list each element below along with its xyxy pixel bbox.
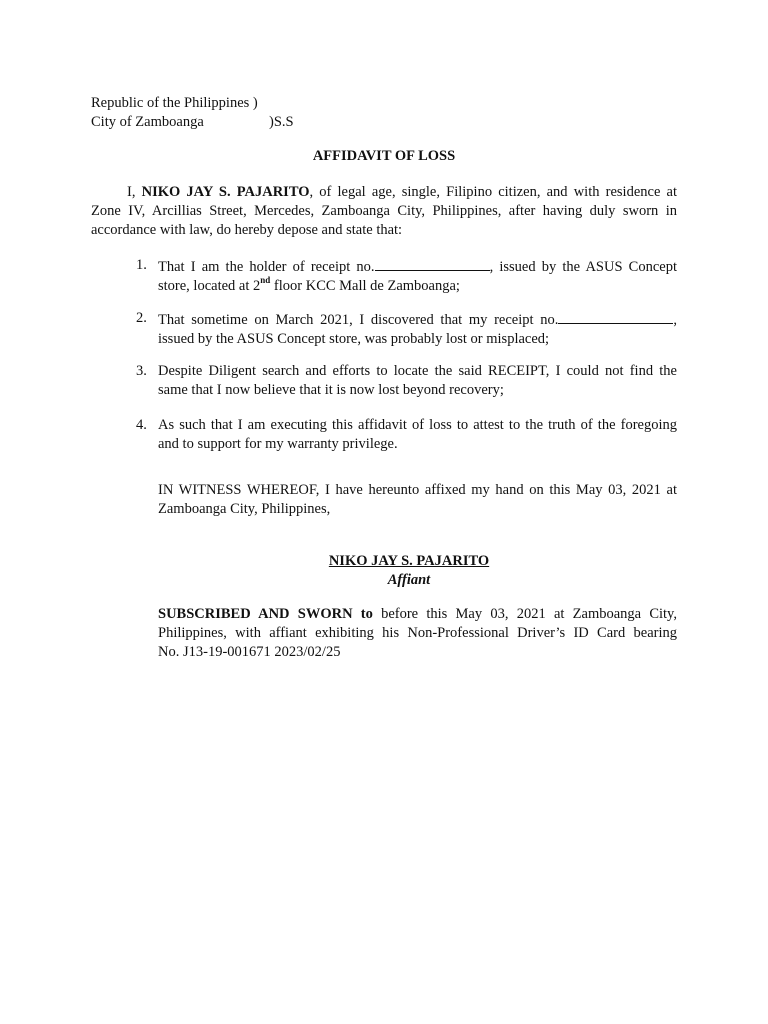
jurat-line-2: Philippines, with affiant exhibiting his Non-Professional Driver’s ID Card bearing xyxy=(158,625,677,641)
item-line: same that I now believe that it is now lost beyond recovery; xyxy=(158,382,504,398)
venue-city-row xyxy=(91,113,391,132)
intro-line-1 xyxy=(91,183,677,202)
jurat-paragraph xyxy=(158,605,677,662)
item-text xyxy=(158,309,677,349)
item-number: 2. xyxy=(136,310,147,326)
intro-rest: , of legal age, single, Filipino citizen, and with residence at xyxy=(309,184,677,200)
item-text-part: That sometime on March 2021, I discovered that my receipt no. xyxy=(158,312,559,328)
item-line: As such that I am executing this affidavit of loss to attest to the truth of the foregoing xyxy=(158,417,677,433)
item-line: and to support for my warranty privilege. xyxy=(158,436,398,452)
item-text-part: store, located at 2 xyxy=(158,278,261,294)
receipt-number-blank xyxy=(375,256,490,271)
intro-lead: I, xyxy=(127,184,142,200)
affiant-name-inline: NIKO JAY S. PAJARITO xyxy=(141,184,310,200)
item-line xyxy=(158,256,677,277)
intro-paragraph xyxy=(91,183,677,240)
item-line xyxy=(158,277,677,296)
witness-line-1: IN WITNESS WHEREOF, I have hereunto affixed my hand on this May 03, 2021 at xyxy=(158,482,677,498)
witness-line-2: Zamboanga City, Philippines, xyxy=(158,501,331,517)
affiant-signature-name: NIKO JAY S. PAJARITO xyxy=(328,553,490,569)
receipt-number-blank xyxy=(558,309,673,324)
jurat-line-3: No. J13-19-001671 2023/02/25 xyxy=(158,644,341,660)
document-title: AFFIDAVIT OF LOSS xyxy=(312,148,456,164)
jurat-bold: SUBSCRIBED AND SWORN to xyxy=(158,606,373,622)
item-text-part: That I am the holder of receipt no. xyxy=(158,259,375,275)
item-line: issued by the ASUS Concept store, was probably lost or misplaced; xyxy=(158,331,550,347)
venue-ss: )S.S xyxy=(269,114,294,130)
intro-line-3: accordance with law, do hereby depose and state that: xyxy=(91,222,403,238)
jurat-rest: before this May 03, 2021 at Zamboanga City, xyxy=(372,606,677,622)
item-text-part: , issued by the ASUS Concept xyxy=(489,259,677,275)
ordinal-suffix: nd xyxy=(260,275,271,286)
venue-city: City of Zamboanga xyxy=(91,114,204,130)
venue-block xyxy=(91,94,391,132)
item-number: 1. xyxy=(136,257,147,273)
item-line: Despite Diligent search and efforts to locate the said RECEIPT, I could not find the xyxy=(158,363,677,379)
item-text xyxy=(158,256,677,296)
item-number: 4. xyxy=(136,417,147,433)
item-number: 3. xyxy=(136,363,147,379)
item-text-part: floor KCC Mall de Zamboanga; xyxy=(270,278,460,294)
item-line xyxy=(158,309,677,330)
venue-country: Republic of the Philippines ) xyxy=(91,95,258,111)
item-text xyxy=(158,362,677,400)
intro-line-2: Zone IV, Arcillias Street, Mercedes, Zamboanga City, Philippines, after having duly sworn in xyxy=(91,203,677,219)
item-text xyxy=(158,416,677,454)
witness-paragraph xyxy=(158,481,677,519)
jurat-line-1 xyxy=(158,605,677,624)
affiant-label: Affiant xyxy=(387,572,431,588)
item-text-part: , xyxy=(673,312,677,328)
